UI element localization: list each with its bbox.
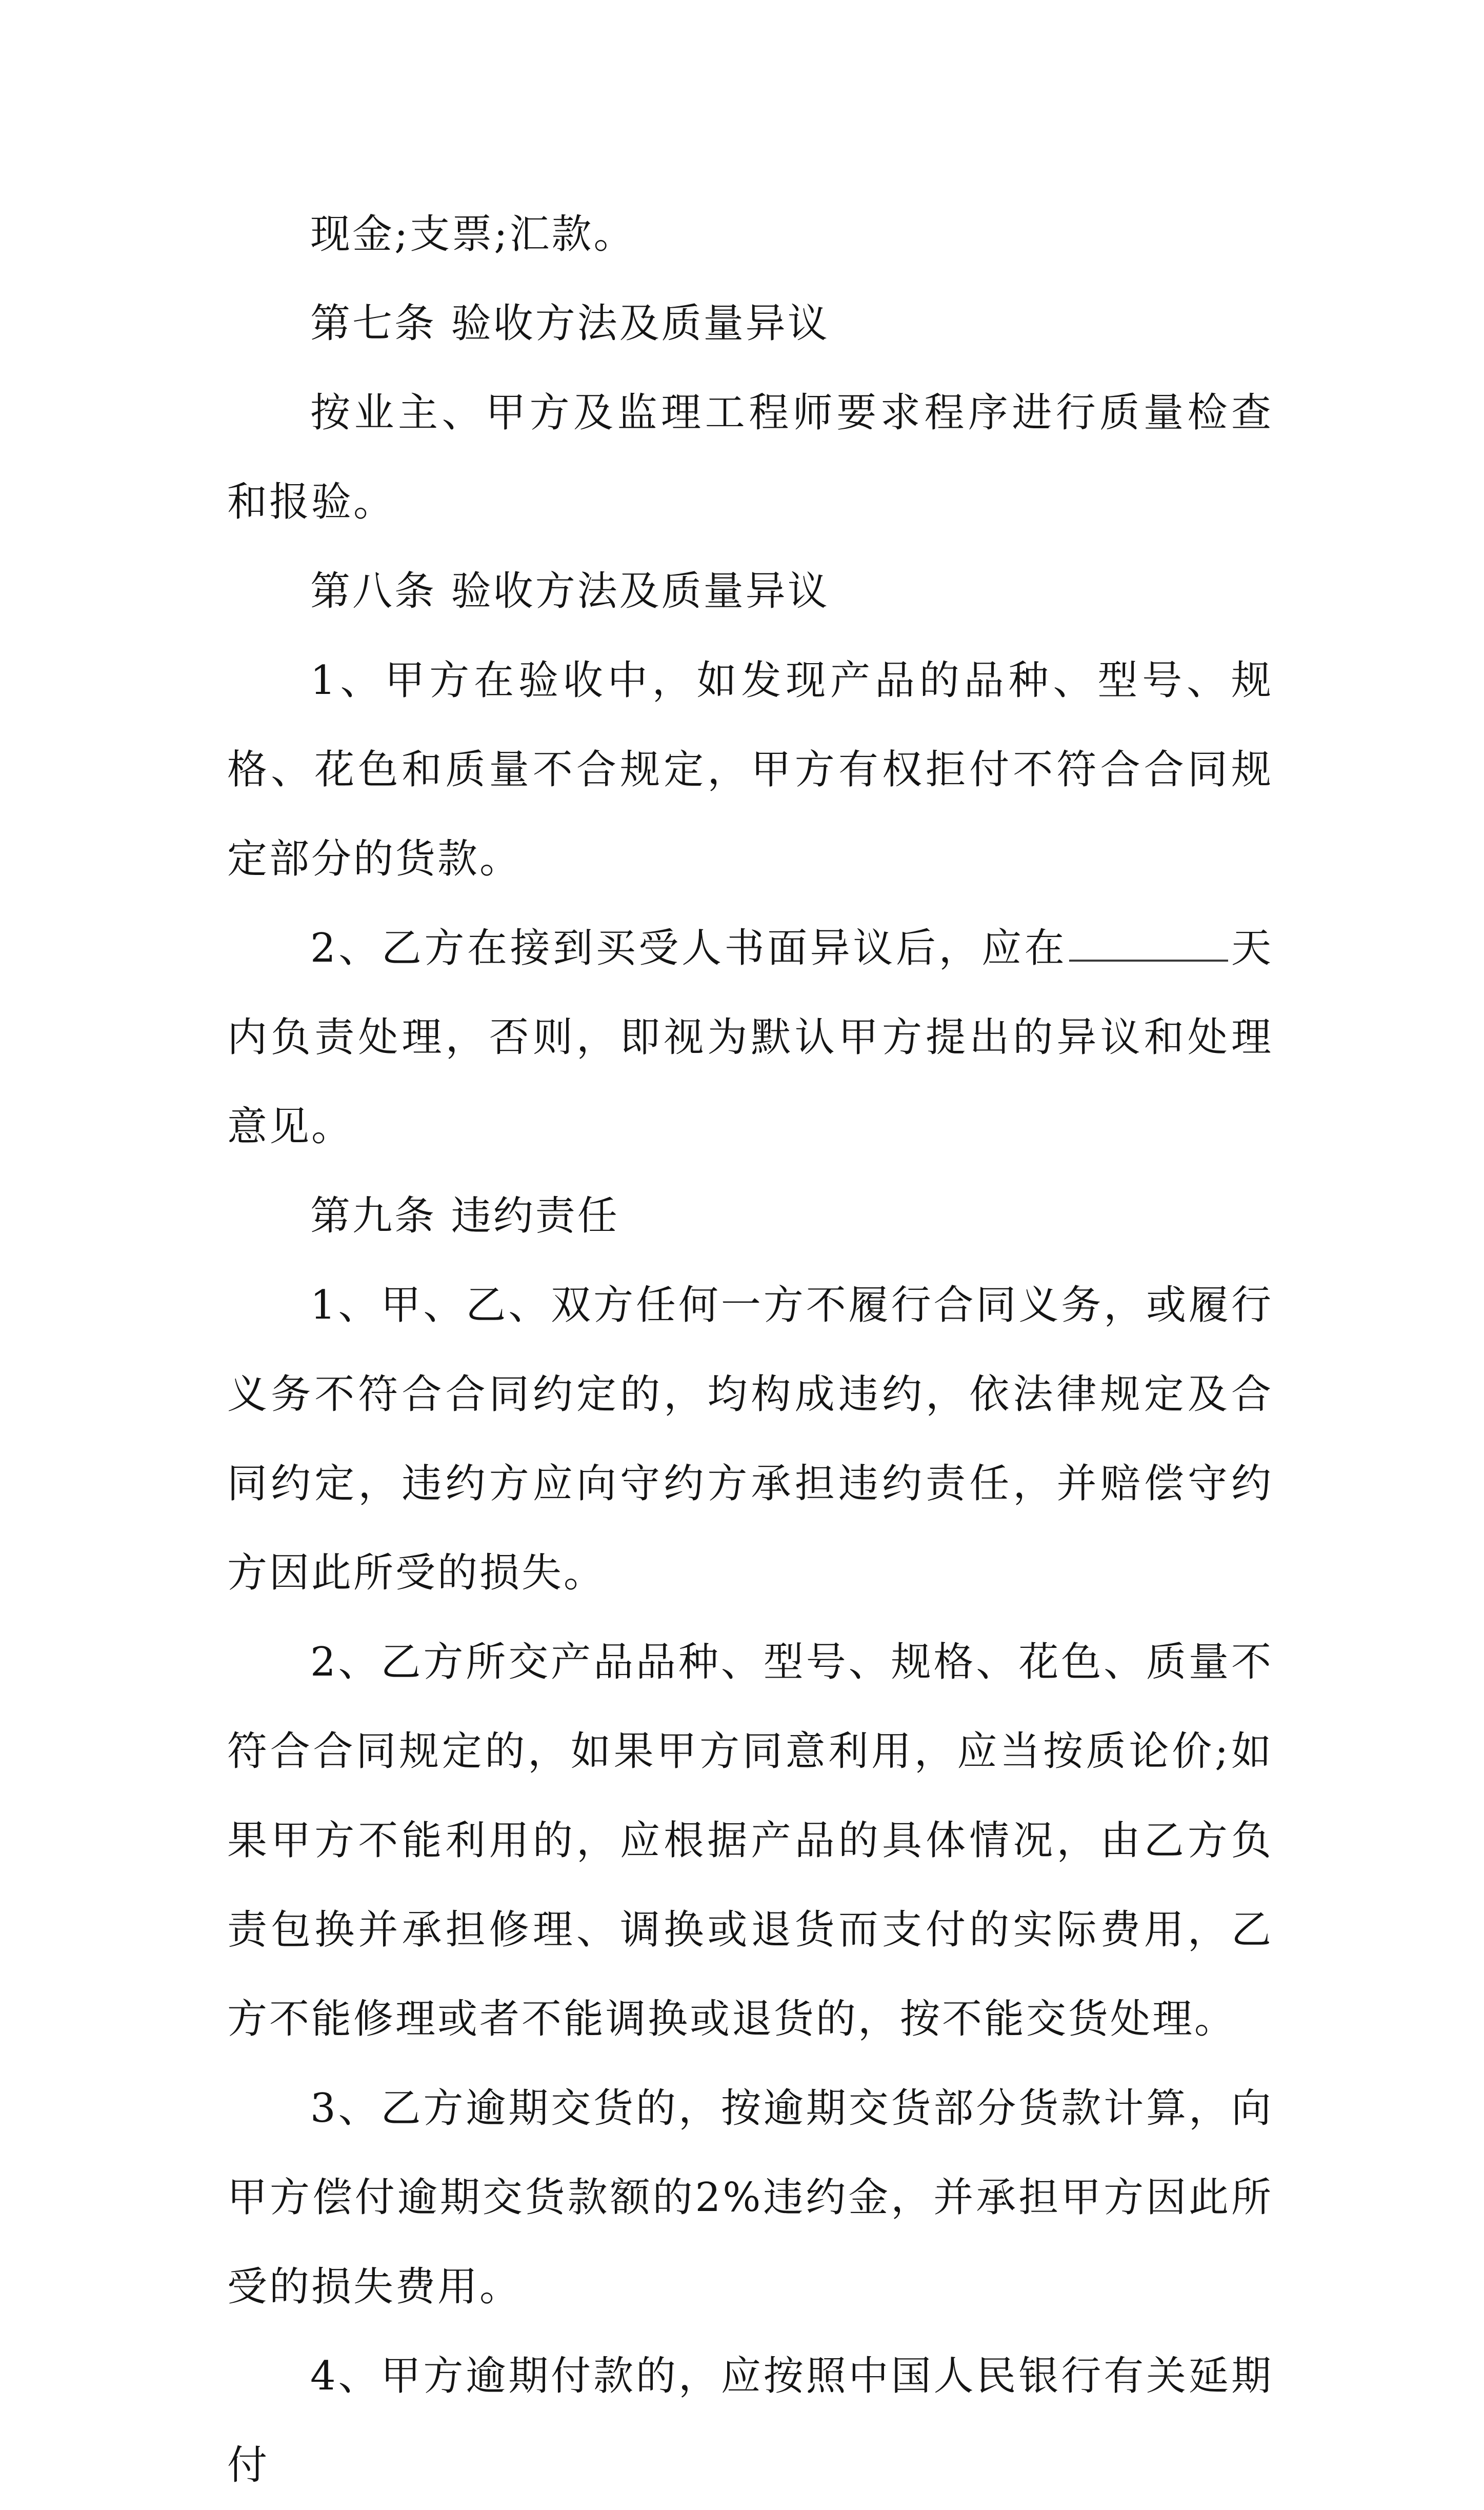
- article-8-heading: 第八条 验收方法及质量异议: [310, 568, 830, 614]
- article-7-heading: 第七条 验收方法及质量异议: [310, 301, 830, 347]
- article-9-item-4: 4、甲方逾期付款的，应按照中国人民银行有关延期付: [227, 2353, 1273, 2488]
- article-9-item-3: 3、乙方逾期交货的，按逾期交货部分货款计算，向甲方偿付逾期交货款额的2%违约金，并承担甲方因此所受的损失费用。: [227, 2085, 1273, 2310]
- article-9-item-2: 2、乙方所交产品品种、型号、规格、花色、质量不符合合同规定的，如果甲方同意利用，应当按质论价;如果甲方不能利用的，应根据产品的具体情况，由乙方负责包换并承担修理、调换或退货而支付的实际费用，乙方不能修理或者不能调换或退货的，按不能交货处理。: [227, 1639, 1273, 2042]
- article-9-heading: 第九条 违约责任: [310, 1193, 619, 1239]
- fill-in-blank-days: [1069, 929, 1228, 962]
- document-body: [227, 190, 1273, 2510]
- article-8-item-2: [227, 904, 1273, 1171]
- article-8-item-1: 1、甲方在验收中，如发现产品的品种、型号、规格、花色和质量不合规定，甲方有权拒付不符合合同规定部分的货款。: [227, 658, 1273, 882]
- article-7-body: 按业主、甲方及监理工程师要求程序进行质量检查和报验。: [227, 390, 1273, 525]
- article-8-item-2-before: 2、乙方在接到买受人书面异议后，应在: [310, 925, 1068, 971]
- article-9-item-1: 1、甲、乙、双方任何一方不履行合同义务，或履行义务不符合合同约定的，均构成违约，依法律规定及合同约定，违约方应向守约方承担违约责任，并赔偿守约方因此所受的损失。: [227, 1282, 1273, 1596]
- article-8-item-2-after: 天内负责处理，否则，即视为默认甲方提出的异议和处理意见。: [227, 925, 1273, 1150]
- payment-methods-paragraph: 现金;支票;汇款。: [310, 211, 636, 257]
